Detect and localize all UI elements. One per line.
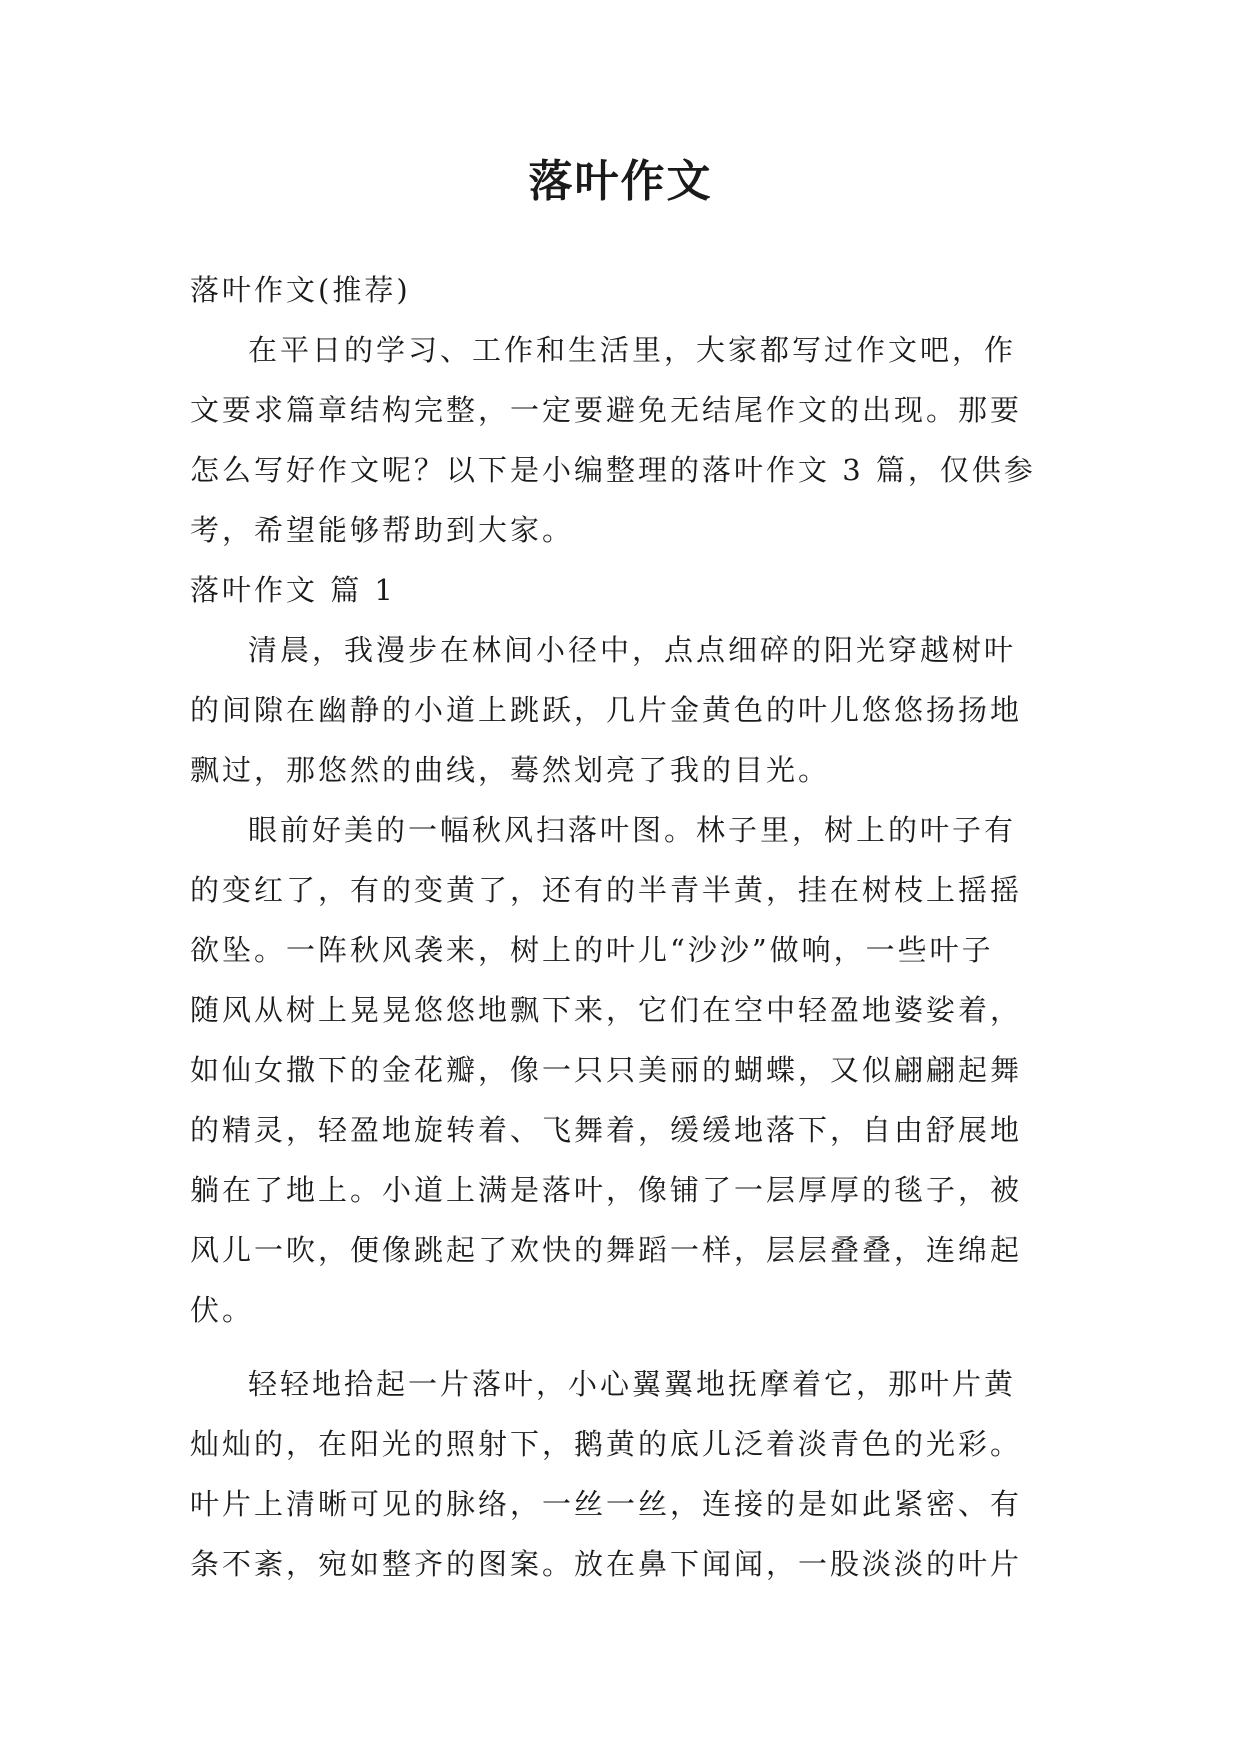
text-line: 如仙女撒下的金花瓣，像一只只美丽的蝴蝶，又似翩翩起舞 bbox=[190, 1053, 1023, 1087]
document-title: 落叶作文 bbox=[528, 156, 713, 207]
text-line: 叶片上清晰可见的脉络，一丝一丝，连接的是如此紧密、有 bbox=[190, 1487, 1023, 1521]
text-line: 轻轻地拾起一片落叶，小心翼翼地抚摩着它，那叶片黄 bbox=[248, 1367, 1017, 1401]
text-line: 伏。 bbox=[190, 1293, 255, 1327]
text-line: 在平日的学习、工作和生活里，大家都写过作文吧，作 bbox=[248, 333, 1017, 367]
text-line: 怎么写好作文呢？以下是小编整理的落叶作文 3 篇，仅供参 bbox=[190, 453, 1036, 487]
text-line: 文要求篇章结构完整，一定要避免无结尾作文的出现。那要 bbox=[190, 393, 1023, 427]
section-heading: 落叶作文 篇 1 bbox=[190, 573, 396, 607]
text-line: 考，希望能够帮助到大家。 bbox=[190, 513, 575, 547]
text-line: 飘过，那悠然的曲线，蓦然划亮了我的目光。 bbox=[190, 753, 831, 787]
text-line: 条不紊，宛如整齐的图案。放在鼻下闻闻，一股淡淡的叶片 bbox=[190, 1547, 1023, 1581]
text-line: 随风从树上晃晃悠悠地飘下来，它们在空中轻盈地婆娑着， bbox=[190, 993, 1023, 1027]
subtitle-line: 落叶作文(推荐) bbox=[190, 273, 411, 307]
text-line: 灿灿的，在阳光的照射下，鹅黄的底儿泛着淡青色的光彩。 bbox=[190, 1427, 1023, 1461]
text-line: 欲坠。一阵秋风袭来，树上的叶儿“沙沙”做响，一些叶子 bbox=[190, 933, 994, 967]
text-line: 躺在了地上。小道上满是落叶，像铺了一层厚厚的毯子，被 bbox=[190, 1173, 1023, 1207]
text-line: 的间隙在幽静的小道上跳跃，几片金黄色的叶儿悠悠扬扬地 bbox=[190, 693, 1023, 727]
text-line: 的精灵，轻盈地旋转着、飞舞着，缓缓地落下，自由舒展地 bbox=[190, 1113, 1023, 1147]
text-line: 风儿一吹，便像跳起了欢快的舞蹈一样，层层叠叠，连绵起 bbox=[190, 1233, 1023, 1267]
text-line: 的变红了，有的变黄了，还有的半青半黄，挂在树枝上摇摇 bbox=[190, 873, 1023, 907]
document-body bbox=[190, 260, 1050, 1594]
text-line: 眼前好美的一幅秋风扫落叶图。林子里，树上的叶子有 bbox=[248, 813, 1017, 847]
text-line: 清晨，我漫步在林间小径中，点点细碎的阳光穿越树叶 bbox=[248, 633, 1017, 667]
